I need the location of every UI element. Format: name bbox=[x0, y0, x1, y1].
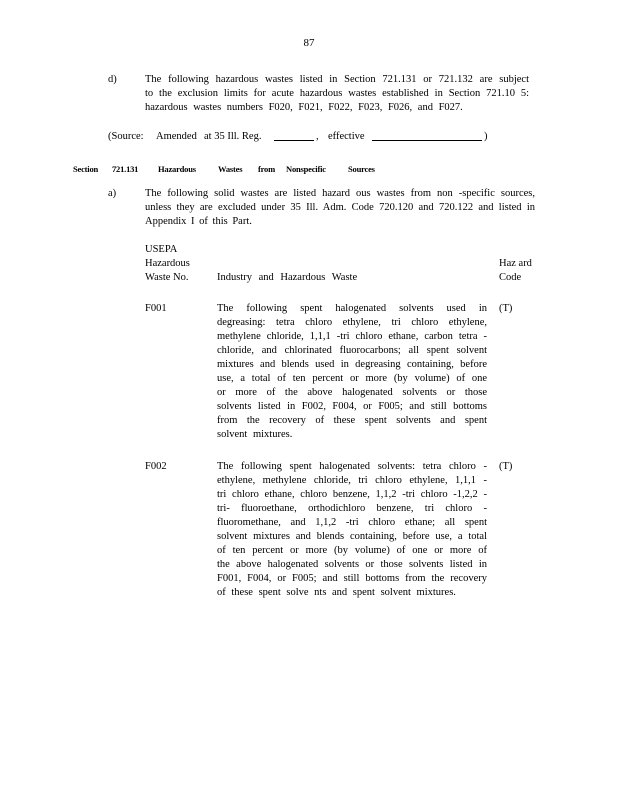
source-label: (Source: bbox=[108, 131, 144, 142]
haz-code-f002: (T) bbox=[499, 461, 513, 472]
section-heading bbox=[0, 162, 618, 174]
header-industry: Industry and Hazardous Waste bbox=[217, 272, 358, 283]
waste-description-f002: The following spent halogenated solvents: tetra chloro - ethylene, methylene chloride, tri chloro ethylene, 1,1,1 - tri chloro ethane, chloro benzene, 1,1,2 -tri chloro -1,2,2 -tri- fluoroethane, orthodichloro benzene, tri chloro - fluoromethane, and 1,1,2 -tri chloro ethane; all spent solvent mixtures and blends containing, before use, a total of ten percent or more (by volume) of one or more of the above halogenated solvents or those solvents listed in F001, F004, or F005; and still bottoms from the recovery of these spent solve nts and spent solvent mixtures. bbox=[217, 461, 487, 598]
waste-description-f001: The following spent halogenated solvents used in degreasing: tetra chloro ethylene, tri chloro ethylene, methylene chloride, 1,1,1 -tri chloro ethane, carbon tetra - chloride, and chlorinated fluorocarbons; all spent solvent mixtures and blends used in degreasing containing, before use, a total of ten percent or more (by volume) of one or more of the above halogenated solvents or those solvents listed in F002, F004, or F005; and still bottoms from the recovery of these spent solvents and spent solvent mixtures. bbox=[217, 303, 487, 440]
section-title-word-5: Sources bbox=[348, 164, 375, 174]
waste-code-f002: F002 bbox=[145, 461, 167, 472]
header-haz-code: Haz ard Code bbox=[499, 258, 532, 283]
section-label: Section bbox=[73, 164, 99, 174]
source-comma: , bbox=[316, 131, 319, 142]
source-reg: at 35 Ill. Reg. bbox=[204, 131, 262, 142]
paragraph-a-text: The following solid wastes are listed hazard ous wastes from non -specific sources, unless they are excluded under 35 Ill. Adm. Code 720.120 and 720.122 and listed in Appendix I of this Part. bbox=[145, 188, 535, 227]
header-waste-no: USEPA Hazardous Waste No. bbox=[145, 244, 190, 283]
paragraph-a-label: a) bbox=[108, 188, 117, 199]
source-effective: effective bbox=[328, 131, 365, 142]
paragraph-d-text: The following hazardous wastes listed in Section 721.131 or 721.132 are subject to the exclusion limits for acute hazardous wastes established in Section 721.10 5: hazardous wastes numbers F020, F021, F022, F023, F026, and F027. bbox=[145, 74, 529, 113]
section-title-word-4: Nonspecific bbox=[286, 164, 326, 174]
effective-blank bbox=[372, 130, 482, 141]
waste-code-f001: F001 bbox=[145, 303, 167, 314]
source-amended: Amended bbox=[156, 131, 197, 142]
reg-blank bbox=[274, 130, 314, 141]
page-number: 87 bbox=[303, 37, 315, 49]
section-title-word-2: Wastes bbox=[218, 164, 243, 174]
haz-code-f001: (T) bbox=[499, 303, 513, 314]
section-number: 721.131 bbox=[112, 164, 139, 174]
paragraph-d-label: d) bbox=[108, 74, 117, 85]
section-title-word-3: from bbox=[258, 164, 275, 174]
source-close: ) bbox=[484, 131, 488, 142]
section-title-word-1: Hazardous bbox=[158, 164, 196, 174]
